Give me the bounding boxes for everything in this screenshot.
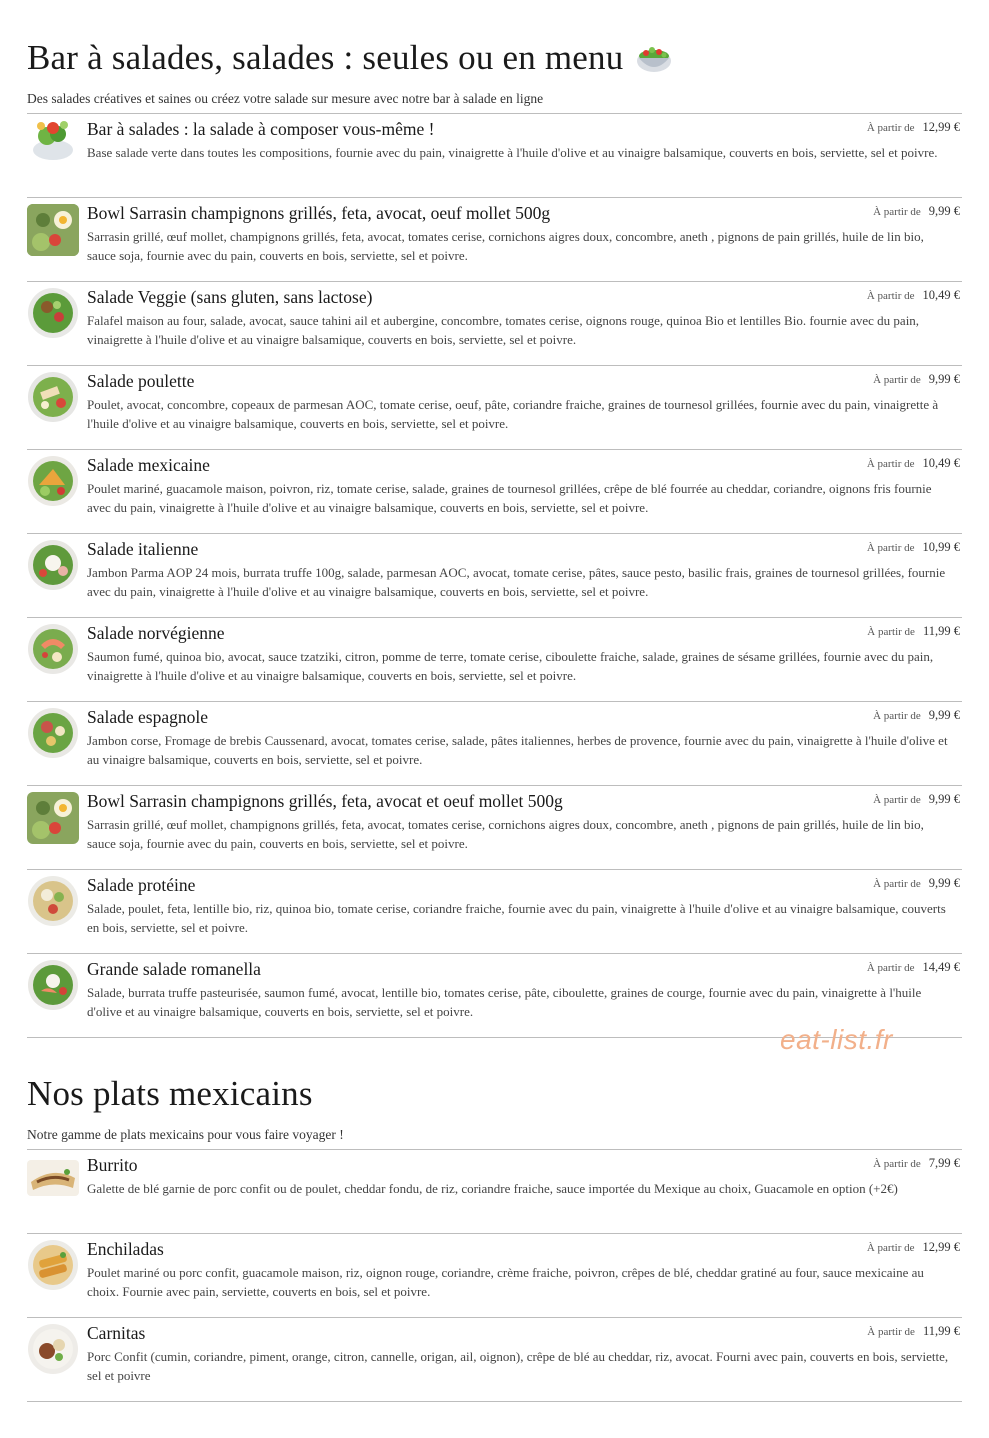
- dish-photo: [27, 1323, 79, 1375]
- price-amount: 12,99 €: [922, 120, 960, 134]
- item-name: Salade protéine: [87, 875, 196, 895]
- dish-photo: [27, 792, 79, 844]
- price-prefix: À partir de: [873, 374, 921, 386]
- item-name: Salade Veggie (sans gluten, sans lactose): [87, 287, 373, 307]
- item-description: Saumon fumé, quinoa bio, avocat, sauce tzatziki, citron, pomme de terre, tomate cerise, ciboulette fraiche, salade, graines de sésame grillées, fournie avec du pain, vinaigrette à l'huile d'olive et au vinaigre balsamique, couverts en bois, serviette, sel et poivre.: [87, 649, 934, 683]
- price-amount: 10,49 €: [922, 288, 960, 302]
- price-prefix: À partir de: [867, 626, 915, 638]
- section-title: [27, 38, 962, 78]
- price-amount: 11,99 €: [922, 624, 960, 638]
- price-prefix: À partir de: [866, 458, 915, 470]
- item-body: [87, 786, 962, 869]
- item-name: Salade norvégienne: [87, 623, 225, 643]
- price-amount: 12,99 €: [922, 1240, 960, 1254]
- dish-photo: [27, 204, 79, 256]
- item-body: [87, 450, 962, 533]
- dish-photo: [27, 371, 79, 423]
- price-prefix: À partir de: [866, 542, 915, 554]
- menu-item[interactable]: [27, 198, 962, 282]
- dish-photo: [27, 1160, 79, 1196]
- item-name: Grande salade romanella: [87, 959, 261, 979]
- item-description: Salade, burrata truffe pasteurisée, saumon fumé, avocat, lentille bio, tomates cerise, pâte, ciboulette, graines de courge, fournie avec du pain, vinaigrette à l'huile d'olive et au vinaigre balsamique, couverts en bois, serviette, sel et poivre.: [87, 985, 922, 1019]
- item-price: [867, 540, 960, 555]
- item-price: [873, 204, 960, 219]
- item-body: [87, 1234, 962, 1317]
- item-price: [873, 876, 960, 891]
- item-description: Jambon Parma AOP 24 mois, burrata truffe 100g, salade, parmesan AOC, avocat, tomate cerise, pâtes, sauce pesto, basilic frais, graines de tournesol grillées, fournie avec du pain, vinaigrette à l'huile d'olive et au vinaigre balsamique, couverts en bois, serviette, sel et poivre.: [87, 565, 946, 599]
- item-price: [867, 624, 960, 639]
- price-amount: 9,99 €: [928, 372, 960, 386]
- item-price: [867, 120, 960, 135]
- item-price: [867, 456, 960, 471]
- item-name: Salade espagnole: [87, 707, 208, 727]
- item-price: [867, 1324, 960, 1339]
- dish-photo: [27, 1239, 79, 1291]
- price-prefix: À partir de: [866, 290, 915, 302]
- item-body: [87, 1318, 962, 1401]
- item-body: [87, 282, 962, 365]
- item-body: [87, 198, 962, 281]
- item-body: [87, 618, 962, 701]
- price-prefix: À partir de: [873, 794, 921, 806]
- section-title: Nos plats mexicains: [27, 1074, 313, 1113]
- price-amount: 7,99 €: [928, 1156, 960, 1170]
- item-name: Salade mexicaine: [87, 455, 210, 475]
- item-price: [867, 1240, 960, 1255]
- price-prefix: À partir de: [873, 710, 921, 722]
- price-amount: 11,99 €: [922, 1324, 960, 1338]
- price-amount: 9,99 €: [928, 204, 960, 218]
- dish-photo: [27, 707, 79, 759]
- item-name: Carnitas: [87, 1323, 146, 1343]
- item-price: [867, 960, 960, 975]
- price-prefix: À partir de: [873, 878, 921, 890]
- section-subtitle: Notre gamme de plats mexicains pour vous faire voyager !: [27, 1127, 344, 1142]
- item-price: [873, 1156, 960, 1171]
- item-name: Enchiladas: [87, 1239, 164, 1259]
- salad-list: [27, 113, 962, 1038]
- item-description: Sarrasin grillé, œuf mollet, champignons grillés, feta, avocat, tomates cerise, cornichons aigres doux, concombre, aneth , pignons de pain grillés, huile de lin bio, sauce soja, fournie avec du pain, couverts en bois, serviette, sel et poivre.: [87, 229, 924, 263]
- section-salads: [27, 38, 962, 78]
- item-name: Salade italienne: [87, 539, 199, 559]
- item-name: Bowl Sarrasin champignons grillés, feta, avocat et oeuf mollet 500g: [87, 791, 563, 811]
- item-description: Base salade verte dans toutes les compositions, fournie avec du pain, vinaigrette à l'huile d'olive et au vinaigre balsamique, couverts en bois, serviette, sel et poivre.: [87, 145, 938, 160]
- item-price: [867, 288, 960, 303]
- item-price: [873, 708, 960, 723]
- price-prefix: À partir de: [873, 1158, 921, 1170]
- price-amount: 10,99 €: [922, 540, 960, 554]
- item-body: [87, 366, 962, 449]
- dish-photo: [27, 539, 79, 591]
- item-description: Poulet, avocat, concombre, copeaux de parmesan AOC, tomate cerise, oeuf, pâte, coriandre fraiche, graines de tournesol grillées, fournie avec du pain, vinaigrette à l'huile d'olive et au vinaigre balsamique, couverts en bois, serviette, sel et poivre.: [87, 397, 939, 431]
- price-prefix: À partir de: [873, 206, 921, 218]
- menu-item[interactable]: [27, 282, 962, 366]
- menu-item[interactable]: [27, 534, 962, 618]
- menu-item[interactable]: [27, 114, 962, 198]
- menu-item[interactable]: [27, 450, 962, 534]
- item-body: [87, 1150, 962, 1233]
- item-description: Jambon corse, Fromage de brebis Caussenard, avocat, tomates cerise, salade, pâtes italiennes, herbes de provence, fournie avec du pain, vinaigrette à l'huile d'olive et au vinaigre balsamique, couverts en bois, serviette, sel et poivre.: [87, 733, 948, 767]
- section-title-text: Bar à salades, salades : seules ou en menu: [27, 38, 624, 77]
- price-prefix: À partir de: [866, 122, 915, 134]
- watermark: eat-list.fr: [780, 1024, 893, 1055]
- menu-item[interactable]: [27, 1234, 962, 1318]
- price-amount: 14,49 €: [922, 960, 960, 974]
- price-amount: 10,49 €: [922, 456, 960, 470]
- menu-item[interactable]: [27, 786, 962, 870]
- item-description: Poulet mariné, guacamole maison, poivron, riz, tomate cerise, salade, graines de tournesol grillées, crêpe de blé fourrée au cheddar, coriandre, oignons fris fournie avec du pain, vinaigrette à l'huile d'olive et au vinaigre balsamique, couverts en bois, serviette, sel et poivre.: [87, 481, 932, 515]
- price-prefix: À partir de: [866, 962, 915, 974]
- item-name: Bowl Sarrasin champignons grillés, feta, avocat, oeuf mollet 500g: [87, 203, 551, 223]
- price-prefix: À partir de: [866, 1242, 915, 1254]
- item-description: Poulet mariné ou porc confit, guacamole maison, riz, oignon rouge, coriandre, crème fraiche, poivron, crêpes de blé, cheddar gratiné au four, sauce mexicaine au choix. Fournie avec pain, serviette, couverts en bois, sel et poivre.: [87, 1265, 924, 1299]
- item-description: Porc Confit (cumin, coriandre, piment, orange, citron, cannelle, origan, ail, oignon), crêpe de blé au cheddar, riz, avocat. Fourni avec pain, couverts en bois, serviette, sel et poivre: [87, 1349, 949, 1383]
- menu-item[interactable]: [27, 366, 962, 450]
- item-description: Sarrasin grillé, œuf mollet, champignons grillés, feta, avocat, tomates cerise, cornichons aigres doux, concombre, aneth , pignons de pain grillés, huile de lin bio, sauce soja, fournie avec du pain, couverts en bois, serviette, sel et poivre.: [87, 817, 924, 851]
- item-description: Salade, poulet, feta, lentille bio, riz, quinoa bio, tomate cerise, coriandre fraiche, fournie avec du pain, vinaigrette à l'huile d'olive et au vinaigre balsamique, couverts en bois, serviette, sel et poivre.: [87, 901, 946, 935]
- item-body: [87, 870, 962, 953]
- menu-item[interactable]: [27, 1150, 962, 1234]
- item-price: [873, 792, 960, 807]
- item-name: Bar à salades : la salade à composer vous-même !: [87, 119, 435, 139]
- menu-item[interactable]: [27, 618, 962, 702]
- salad-bowl-icon: [635, 43, 673, 73]
- item-description: Galette de blé garnie de porc confit ou de poulet, cheddar fondu, de riz, coriandre fraiche, sauce importée du Mexique au choix, Guacamole en option (+2€): [87, 1181, 898, 1196]
- dish-photo: [27, 287, 79, 339]
- dish-photo: [27, 959, 79, 1011]
- menu-item[interactable]: [27, 702, 962, 786]
- item-description: Falafel maison au four, salade, avocat, sauce tahini ail et aubergine, concombre, tomates cerise, oignons rouge, quinoa Bio et lentilles Bio. fournie avec du pain, vinaigrette à l'huile d'olive et au vinaigre balsamique, couverts en bois, serviette, sel et poivre.: [87, 313, 920, 347]
- menu-item[interactable]: [27, 1318, 962, 1402]
- item-price: [873, 372, 960, 387]
- price-amount: 9,99 €: [928, 876, 960, 890]
- price-prefix: À partir de: [867, 1326, 915, 1338]
- section-subtitle: Des salades créatives et saines ou créez votre salade sur mesure avec notre bar à salade en ligne: [27, 91, 544, 106]
- item-name: Burrito: [87, 1155, 138, 1175]
- item-name: Salade poulette: [87, 371, 195, 391]
- item-body: [87, 702, 962, 785]
- dish-photo: [27, 623, 79, 675]
- dish-photo: [27, 455, 79, 507]
- dish-photo: [27, 875, 79, 927]
- item-body: [87, 114, 962, 197]
- price-amount: 9,99 €: [928, 708, 960, 722]
- price-amount: 9,99 €: [928, 792, 960, 806]
- menu-item[interactable]: [27, 870, 962, 954]
- item-body: [87, 534, 962, 617]
- mexican-list: [27, 1149, 962, 1402]
- dish-photo: [27, 114, 79, 166]
